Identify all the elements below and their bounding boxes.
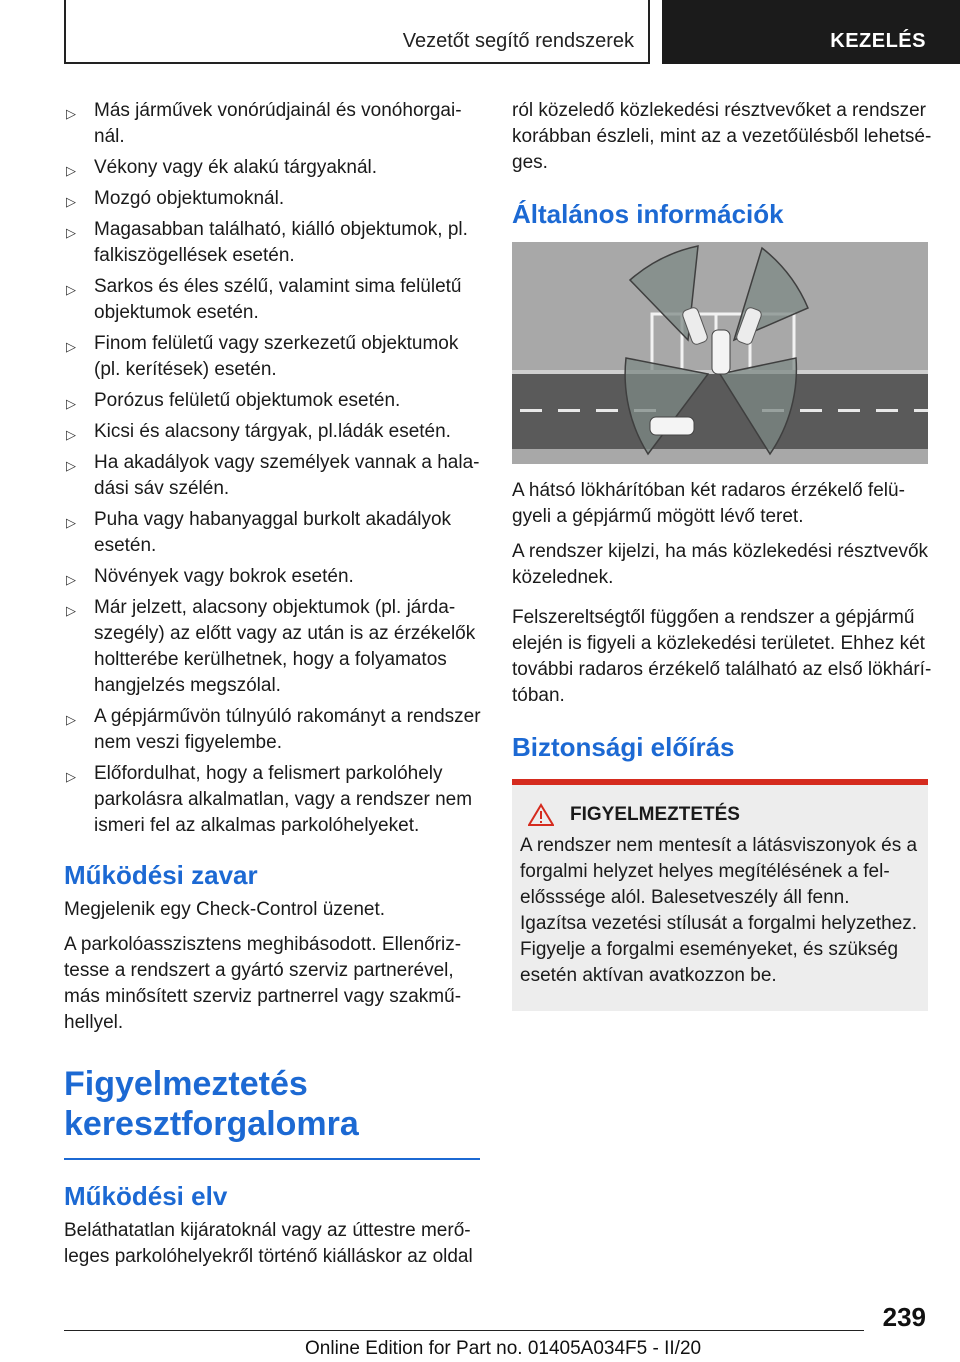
list-item [64,704,484,756]
bullet-triangle-icon: ▷ [66,194,76,209]
list-item [64,761,484,839]
list-item-text: Ha akadályok vagy személyek vannak a haladási sáv szélén. [94,452,480,499]
list-item-text: Előfordulhat, hogy a felismert parkolóhely parkolásra alkalmatlan, vagy a rendszer nem ismeri fel az alkalmas parkolóhelyeket. [94,763,473,836]
list-item-text: Mozgó objektumoknál. [94,188,285,209]
left-column [64,98,484,1279]
edition-text: Online Edition for Part no. 01405A034F5 - II/20 [305,1338,702,1359]
bullet-triangle-icon: ▷ [66,396,76,411]
list-item [64,388,484,414]
right-column [512,98,932,1011]
section-title: Vezetőt segítő rendszerek [402,30,634,52]
list-item [64,155,484,181]
list-item-text: Más járművek vonórúdjainál és vonóhorgainál. [94,100,462,147]
continued-paragraph: ról közeledő közlekedési résztvevőket a rendszer korábban észleli, mint az a vezetőülésből lehetséges. [512,100,932,173]
footer-rule [64,1330,864,1331]
list-item-text: Magasabban található, kiálló objektumok, pl. falkiszögellések esetén. [94,219,468,266]
page-header [0,0,960,66]
warning-text: A rendszer nem mentesít a látásviszonyok és a forgalmi helyzet helyes megítélésének a felelősssége alól. Balesetveszély áll fenn. Igazítsa vezetési stílusát a forgalmi helyzethez. Figyelje a forgalmi eseményeket, és szükség esetén aktívan avatkozzon be. [520,835,918,986]
list-item-text: Kicsi és alacsony tárgyak, pl.ládák esetén. [94,421,451,442]
list-item [64,450,484,502]
bullet-triangle-icon: ▷ [66,603,76,618]
list-item [64,331,484,383]
bullet-triangle-icon: ▷ [66,163,76,178]
list-item [64,274,484,326]
bullet-triangle-icon: ▷ [66,427,76,442]
general-paragraph-2: A rendszer kijelzi, ha más közlekedési résztvevők közelednek. [512,541,929,588]
list-item [64,419,484,445]
list-item-text: A gépjárművön túlnyúló rakományt a rendszer nem veszi figyelembe. [94,706,481,753]
section-title-box [64,0,650,64]
list-item [64,186,484,212]
list-item [64,98,484,150]
malfunction-paragraph-1: Megjelenik egy Check-Control üzenet. [64,899,386,920]
general-paragraph-3: Felszereltségtől függően a rendszer a gépjármű elején is figyeli a közlekedési területet. Ehhez két további radaros érzékelő található az első lökhárítóban. [512,607,932,706]
list-item [64,595,484,699]
warning-title: FIGYELMEZTETÉS [570,804,740,825]
safety-heading: Biztonsági előírás [512,732,735,762]
general-paragraph-1: A hátsó lökhárítóban két radaros érzékelő felügyeli a gépjármű mögött lévő teret. [512,480,905,527]
bullet-triangle-icon: ▷ [66,572,76,587]
bullet-triangle-icon: ▷ [66,106,76,121]
bullet-triangle-icon: ▷ [66,339,76,354]
malfunction-paragraph-2: A parkolóasszisztens meghibásodott. Ellenőriztesse a rendszert a gyártó szerviz partnerével, más minősített szerviz partnerrel vagy szakműhellyel. [64,934,462,1033]
chapter-heading: Figyelmeztetés keresztforgalomra [64,1065,359,1143]
bullet-triangle-icon: ▷ [66,712,76,727]
malfunction-heading: Működési zavar [64,860,258,890]
bullet-triangle-icon: ▷ [66,458,76,473]
bullet-triangle-icon: ▷ [66,515,76,530]
general-info-heading: Általános információk [512,199,784,229]
cross-traffic-diagram [512,242,928,464]
list-item-text: Növények vagy bokrok esetén. [94,566,354,587]
warning-title-row [520,803,920,827]
list-item-text: Sarkos és éles szélű, valamint sima felületű objektumok esetén. [94,276,462,323]
bullet-triangle-icon: ▷ [66,769,76,784]
principle-heading: Működési elv [64,1181,228,1211]
chapter-tab-label: KEZELÉS [830,30,926,52]
list-item [64,217,484,269]
list-item-text: Már jelzett, alacsony objektumok (pl. járdaszegély) az előtt vagy az után is az érzékelők holtterébe kerülhetnek, hogy a folyamatos hangjelzés megszólal. [94,597,476,696]
chapter-heading-rule [64,1158,480,1160]
list-item-text: Puha vagy habanyaggal burkolt akadályok esetén. [94,509,452,556]
chapter-tab [662,0,960,64]
cross-traffic-illustration [512,242,928,464]
list-item-text: Vékony vagy ék alakú tárgyaknál. [94,157,378,178]
bullet-triangle-icon: ▷ [66,225,76,240]
bullet-triangle-icon: ▷ [66,282,76,297]
list-item-text: Porózus felületű objektumok esetén. [94,390,401,411]
list-item [64,507,484,559]
warning-box [512,779,928,1011]
list-item [64,564,484,590]
page-number: 239 [882,1302,926,1332]
principle-paragraph: Beláthatatlan kijáratoknál vagy az úttestre merőleges parkolóhelyekről történő kiálláskor az oldal [64,1220,473,1267]
list-item-text: Finom felületű vagy szerkezetű objektumok (pl. kerítések) esetén. [94,333,459,380]
limitations-list [64,98,484,839]
warning-triangle-icon [528,803,554,827]
